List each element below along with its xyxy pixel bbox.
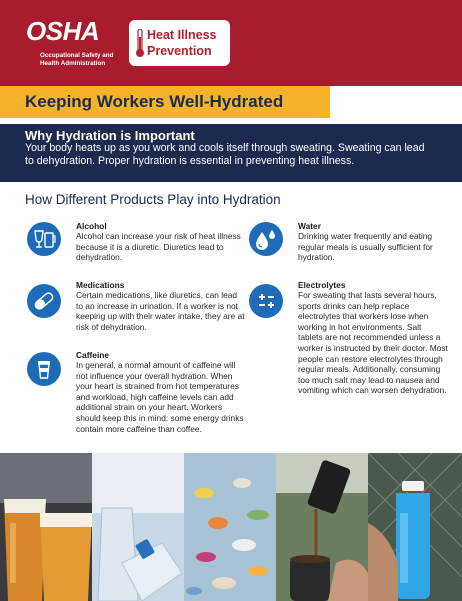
header-banner: [0, 0, 462, 86]
alcohol-title: Alcohol: [76, 221, 107, 231]
pill-capsule-icon: [27, 284, 61, 318]
pills-photo: [184, 453, 276, 601]
why-body: Your body heats up as you work and cools itself through sweating. Sweating can lead to dehydration. Proper hydration is essential in preventing heat illness.: [25, 142, 425, 167]
thermometer-icon: [136, 29, 144, 58]
coffee-pour-photo: [276, 453, 368, 601]
program-title-line1: Heat Illness: [147, 28, 217, 42]
osha-subtitle: Occupational Safety and Health Administration: [40, 52, 114, 67]
osha-wordmark: OSHA: [26, 16, 100, 46]
medications-title: Medications: [76, 280, 125, 290]
beer-glasses-photo: [0, 453, 92, 601]
program-title-line2: Prevention: [147, 44, 212, 58]
water-body: Drinking water frequently and eating regular meals is usually sufficient for hydration.: [298, 231, 433, 263]
osha-logo: [18, 14, 123, 74]
sports-drink-photo: [368, 453, 462, 601]
electrolytes-title: Electrolytes: [298, 280, 346, 290]
photo-strip: [0, 453, 462, 601]
water-title: Water: [298, 221, 321, 231]
why-heading: Why Hydration is Important: [25, 128, 195, 143]
water-drops-icon: [249, 222, 283, 256]
heat-illness-prevention-logo: [129, 20, 230, 66]
alcohol-body: Alcohol can increase your risk of heat illness because it is a diuretic. Diuretics lead to dehydration.: [76, 231, 241, 263]
water-bottle-photo: [92, 453, 184, 601]
caffeine-title: Caffeine: [76, 350, 110, 360]
alcohol-glasses-icon: [27, 222, 61, 256]
plus-minus-icon: [249, 284, 283, 318]
program-title: [147, 27, 216, 59]
section-heading: How Different Products Play into Hydration: [25, 192, 281, 207]
coffee-cup-icon: [27, 352, 61, 386]
caffeine-body: In general, a normal amount of caffeine will not influence your overall hydration. When your heart is strained from hot temperatures and workload, high caffeine levels can add additional strain on your heart. Workers should keep this in mind: some energy drinks contain more caffeine than coffee.: [76, 360, 244, 434]
electrolytes-body: For sweating that lasts several hours, sports drinks can help replace electrolytes that workers lose when working in hot environments. Salt tablets are not recommended unless a worker is instructed by their doctor. Most people can restore electrolytes through regular meals. Additionally, consuming too much salt may lead to nausea and vomiting which can worsen dehydration.: [298, 290, 448, 396]
page-title: Keeping Workers Well-Hydrated: [25, 92, 284, 111]
medications-body: Certain medications, like diuretics, can lead to an increase in urination. If a worker is not keeping up with their water intake, they are at risk of dehydration.: [76, 290, 245, 332]
